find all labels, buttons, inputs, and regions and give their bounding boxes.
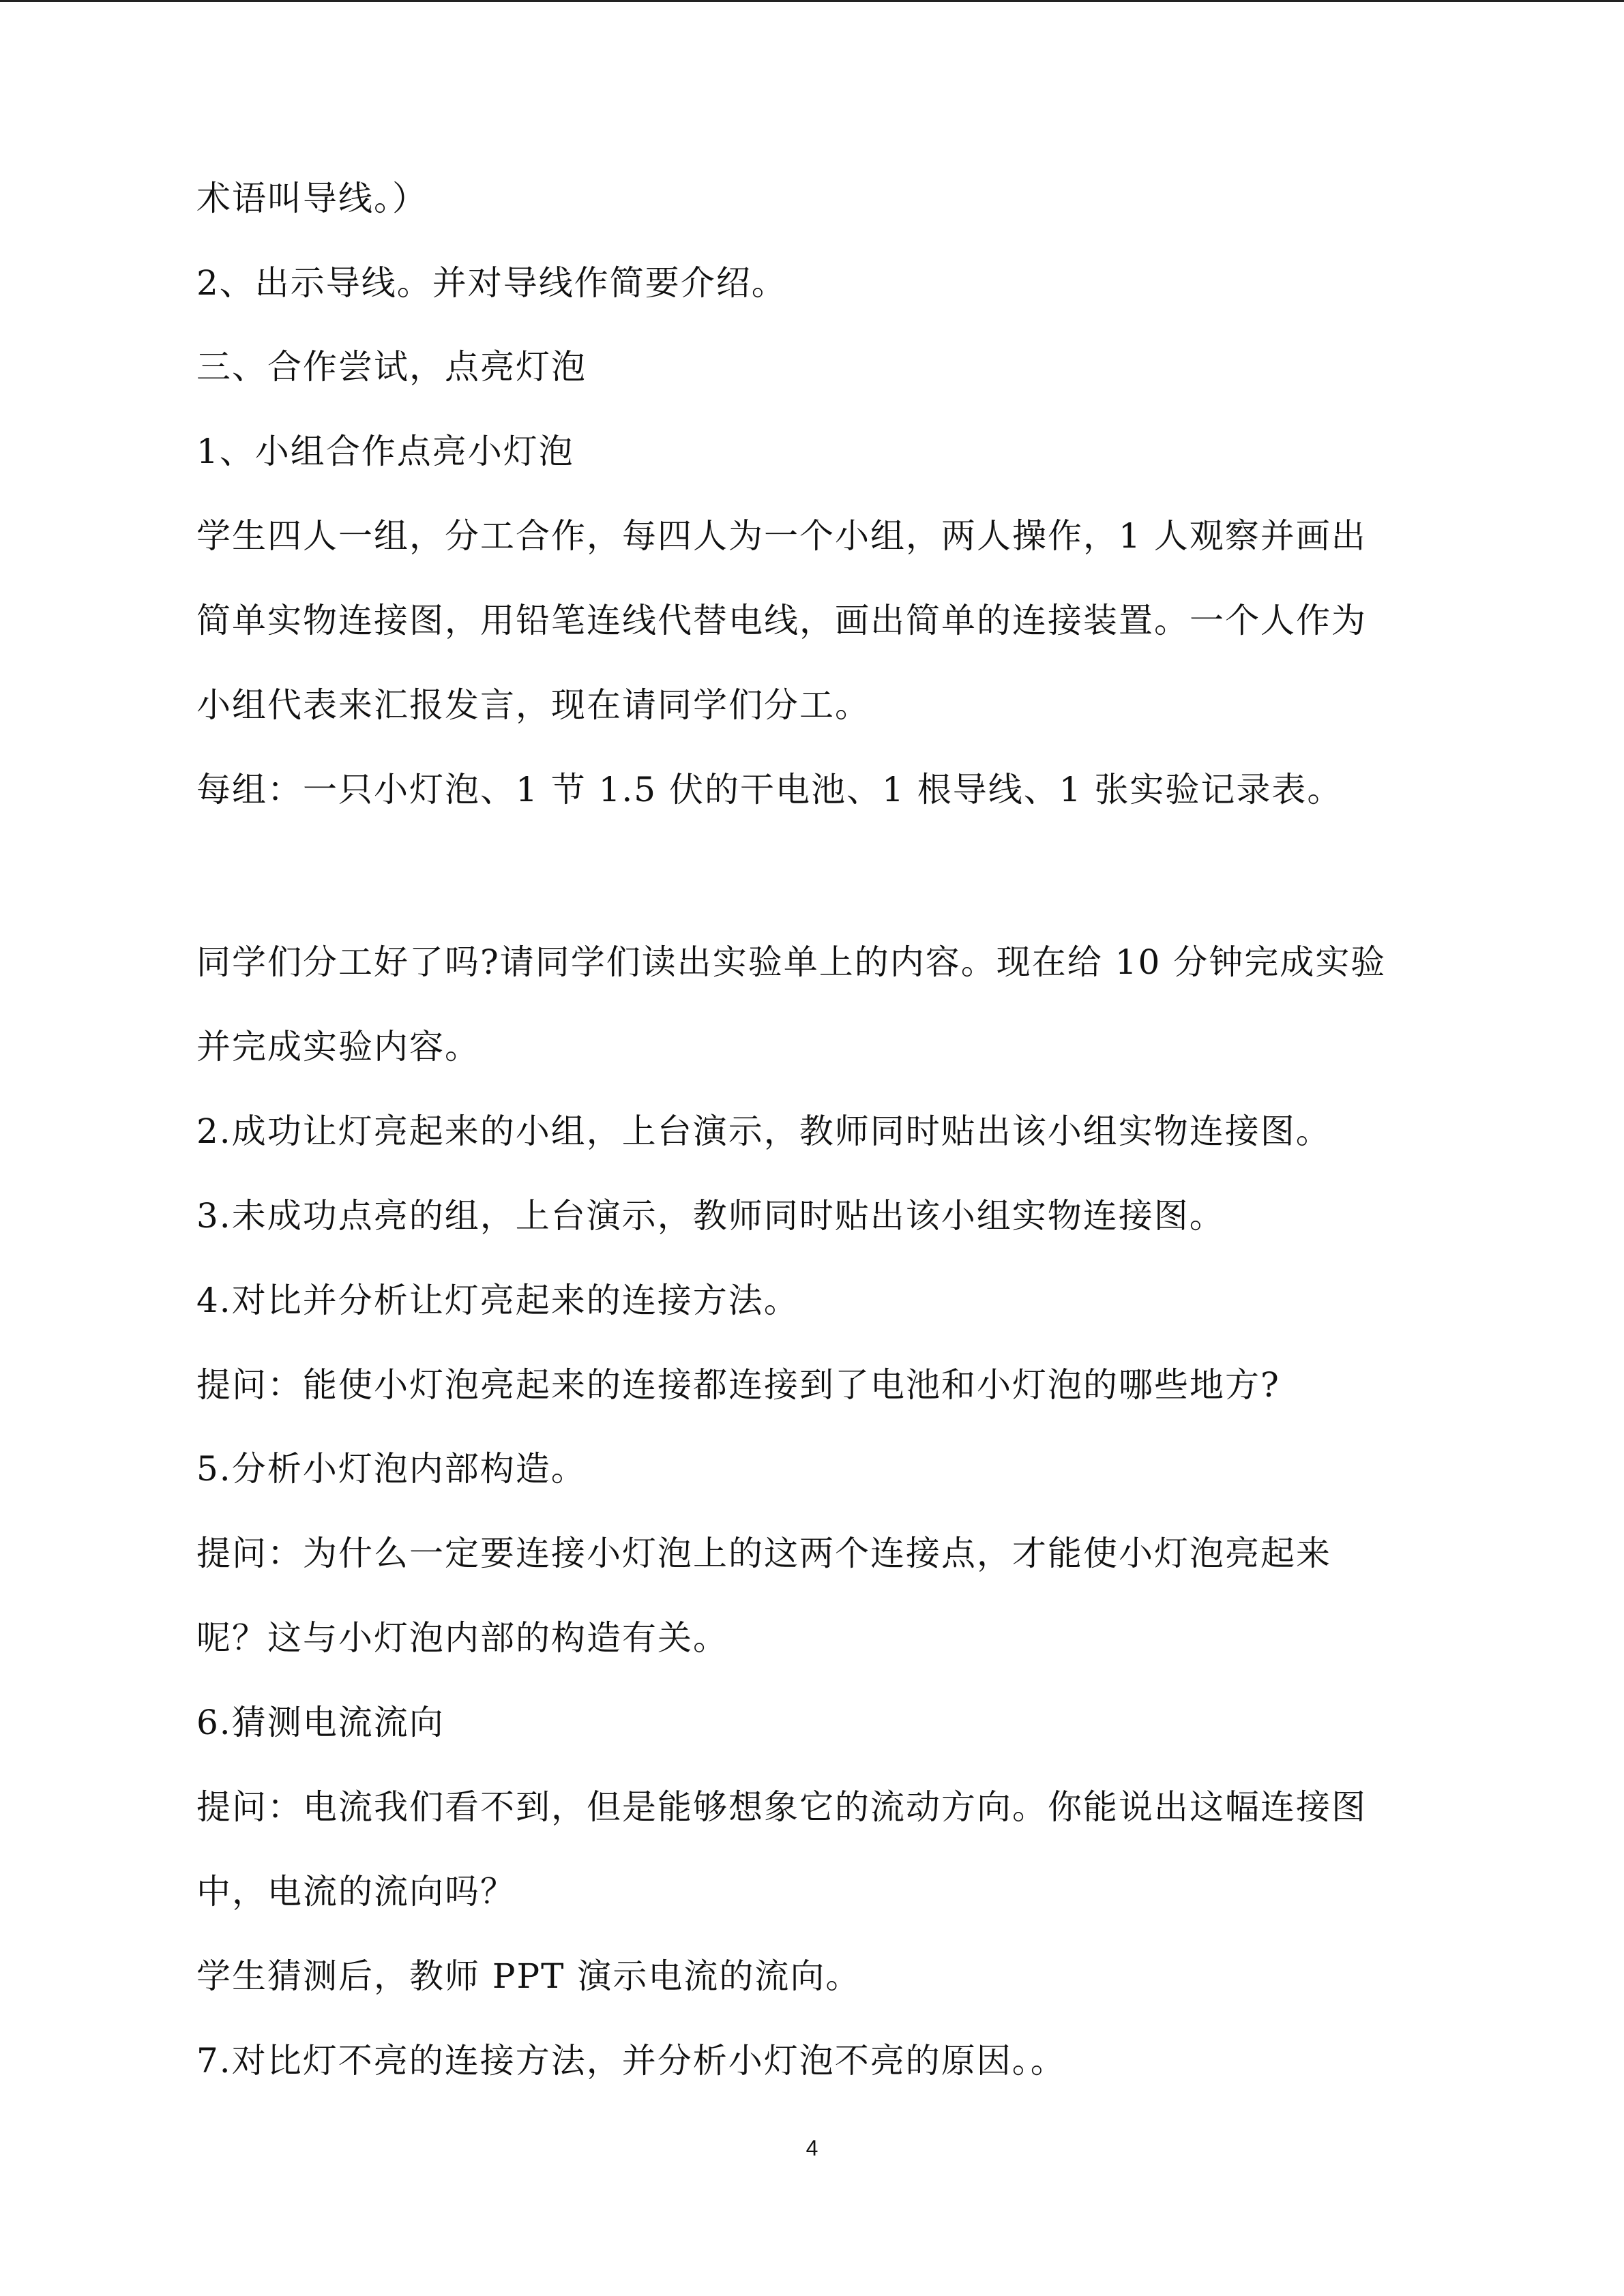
paragraph-line-6: 简单实物连接图，用铅笔连线代替电线，画出简单的连接装置。一个人作为 xyxy=(196,601,1367,640)
paragraph-line-9: 同学们分工好了吗?请同学们读出实验单上的内容。现在给 10 分钟完成实验 xyxy=(196,942,1387,982)
paragraph-line-2: 2、出示导线。并对导线作简要介绍。 xyxy=(196,263,787,303)
top-border-line xyxy=(0,0,1624,2)
section-heading: 三、合作尝试，点亮灯泡 xyxy=(196,347,587,387)
subsection-heading: 1、小组合作点亮小灯泡 xyxy=(196,432,574,471)
step-5-line: 5.分析小灯泡内部构造。 xyxy=(196,1449,587,1489)
step-7-line: 7.对比灯不亮的连接方法，并分析小灯泡不亮的原因。。 xyxy=(196,2041,1066,2081)
step-4-line: 4.对比并分析让灯亮起来的连接方法。 xyxy=(196,1281,799,1320)
paragraph-line-1: 术语叫导线。） xyxy=(196,179,428,218)
question-line-2-cont: 呢？这与小灯泡内部的构造有关。 xyxy=(196,1618,728,1658)
step-3-line: 3.未成功点亮的组，上台演示，教师同时贴出该小组实物连接图。 xyxy=(196,1196,1225,1236)
paragraph-line-10: 并完成实验内容。 xyxy=(196,1027,480,1067)
question-line-2: 提问：为什么一定要连接小灯泡上的这两个连接点，才能使小灯泡亮起来 xyxy=(196,1534,1331,1573)
question-line-1: 提问：能使小灯泡亮起来的连接都连接到了电池和小灯泡的哪些地方? xyxy=(196,1365,1280,1405)
step-6-line: 6.猜测电流流向 xyxy=(196,1703,445,1742)
question-line-3-cont: 中，电流的流向吗？ xyxy=(196,1872,516,1911)
paragraph-line-7: 小组代表来汇报发言，现在请同学们分工。 xyxy=(196,685,870,725)
question-line-3: 提问：电流我们看不到，但是能够想象它的流动方向。你能说出这幅连接图 xyxy=(196,1787,1367,1827)
materials-line: 每组：一只小灯泡、1 节 1.5 伏的干电池、1 根导线、1 张实验记录表。 xyxy=(196,770,1343,809)
page-number: 4 xyxy=(806,2136,818,2160)
step-2-line: 2.成功让灯亮起来的小组，上台演示，教师同时贴出该小组实物连接图。 xyxy=(196,1112,1331,1151)
paragraph-line-21: 学生猜测后，教师 PPT 演示电流的流向。 xyxy=(196,1956,861,1996)
paragraph-line-5: 学生四人一组，分工合作，每四人为一个小组，两人操作，1 人观察并画出 xyxy=(196,516,1367,556)
